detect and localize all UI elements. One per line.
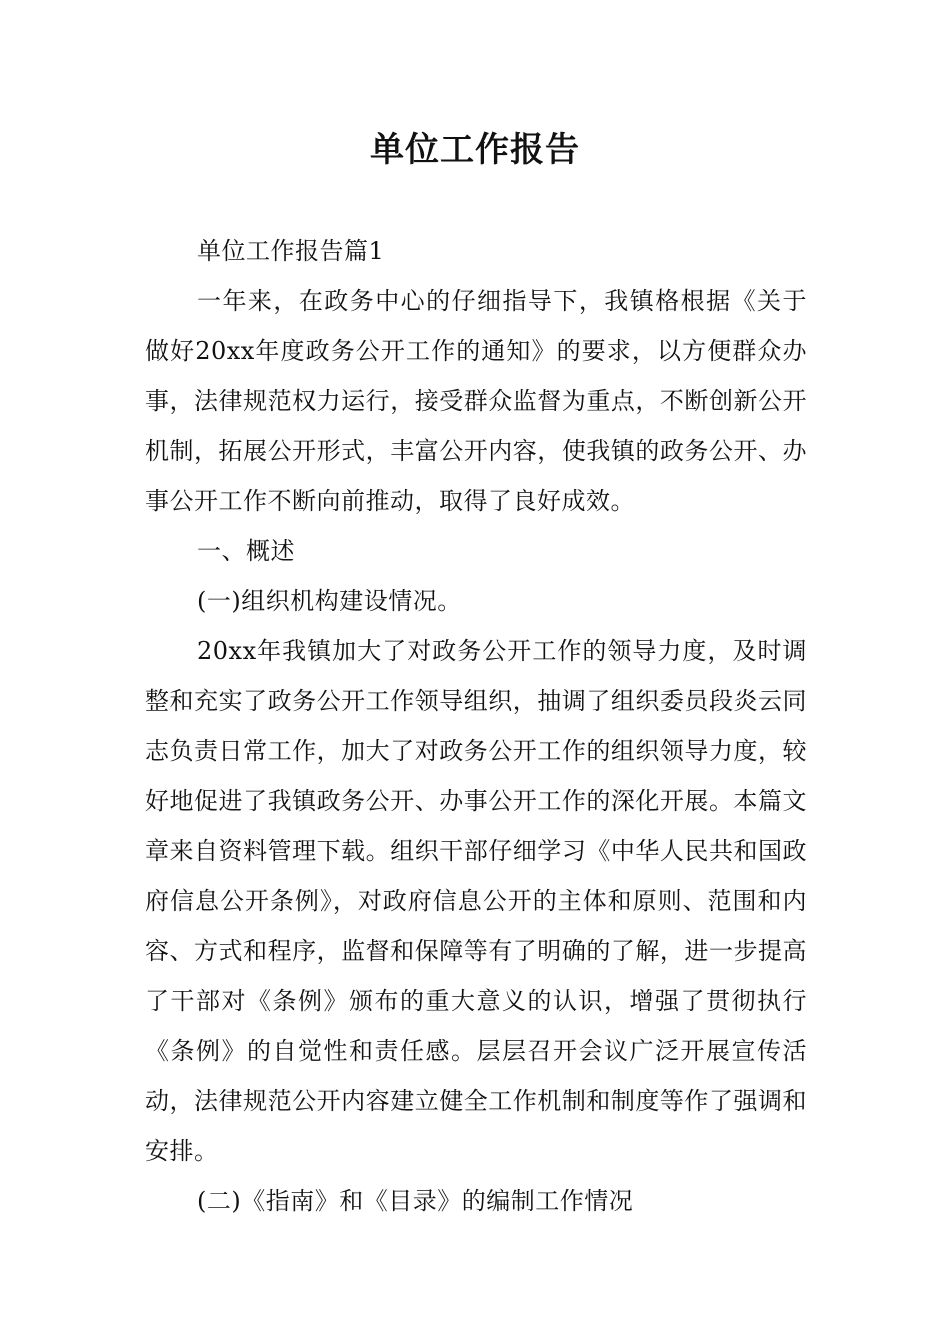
intro-paragraph: 一年来，在政务中心的仔细指导下，我镇格根据《关于做好20xx年度政务公开工作的通知》的要求，以方便群众办事，法律规范权力运行，接受群众监督为重点，不断创新公开机制，拓展公开形式，丰富公开内容，使我镇的政务公开、办事公开工作不断向前推动，取得了良好成效。 — [145, 287, 807, 515]
organization-paragraph: 20xx年我镇加大了对政务公开工作的领导力度，及时调整和充实了政务公开工作领导组织，抽调了组织委员段炎云同志负责日常工作，加大了对政务公开工作的组织领导力度，较好地促进了我镇政务公开、办事公开工作的深化开展。本篇文章来自资料管理下载。组织干部仔细学习《中华人民共和国政府信息公开条例》，对政府信息公开的主体和原则、范围和内容、方式和程序，监督和保障等有了明确的了解，进一步提高了干部对《条例》颁布的重大意义的认识，增强了贯彻执行《条例》的自觉性和责任感。层层召开会议广泛开展宣传活动，法律规范公开内容建立健全工作机制和制度等作了强调和安排。 — [145, 637, 807, 1165]
subsection-heading-organization: (一)组织机构建设情况。 — [197, 587, 462, 615]
document-body — [145, 226, 807, 1226]
section-heading-part-1: 单位工作报告篇1 — [197, 237, 385, 265]
document-title: 单位工作报告 — [370, 130, 580, 170]
subsection-heading-guide-catalog: (二)《指南》和《目录》的编制工作情况 — [197, 1187, 634, 1215]
section-heading-overview: 一、概述 — [197, 537, 295, 565]
